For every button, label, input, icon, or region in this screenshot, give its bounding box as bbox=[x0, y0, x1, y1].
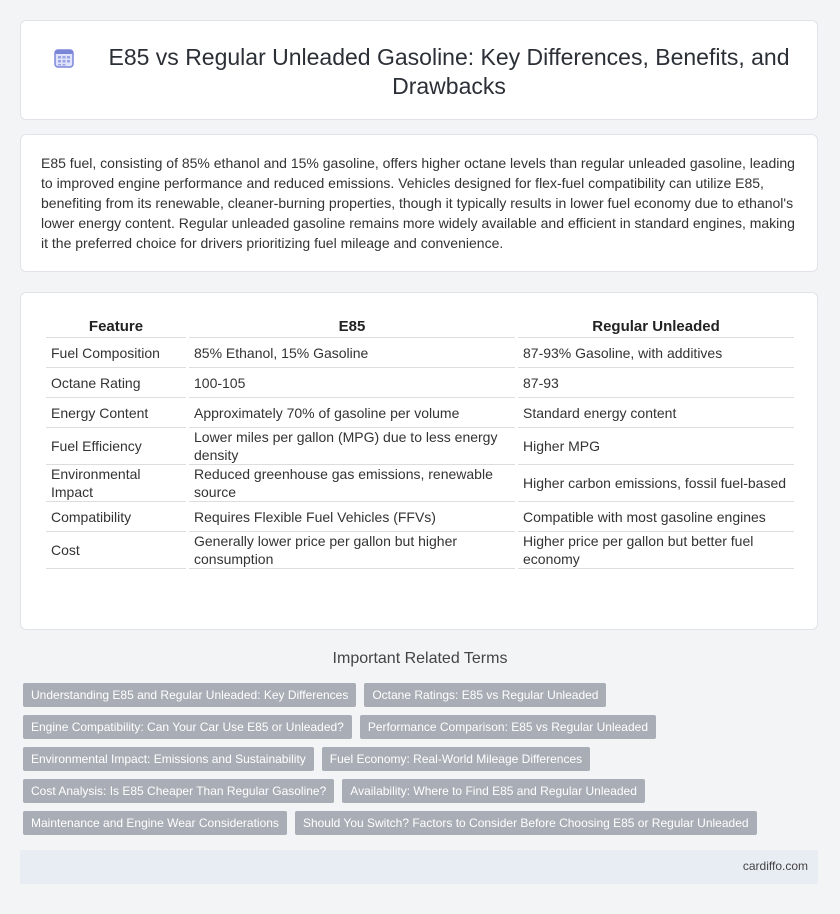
tag-row bbox=[23, 779, 823, 803]
table-row bbox=[46, 532, 794, 569]
table-cell-e85: Requires Flexible Fuel Vehicles (FFVs) bbox=[189, 502, 515, 532]
table-cell-feature: Cost bbox=[46, 532, 186, 569]
footer-site-link[interactable]: cardiffo.com bbox=[742, 859, 808, 873]
table-cell-e85: Reduced greenhouse gas emissions, renewable source bbox=[189, 465, 515, 502]
table-row bbox=[46, 428, 794, 465]
tag-row bbox=[23, 747, 823, 771]
title-card bbox=[20, 20, 818, 120]
tag-row bbox=[23, 715, 823, 739]
footer bbox=[20, 850, 818, 884]
table-cell-feature: Octane Rating bbox=[46, 368, 186, 398]
table-cell-feature: Environmental Impact bbox=[46, 465, 186, 502]
page-title: E85 vs Regular Unleaded Gasoline: Key Differences, Benefits, and Drawbacks bbox=[108, 44, 790, 99]
table-row bbox=[46, 398, 794, 428]
related-term-tag[interactable]: Maintenance and Engine Wear Considerations bbox=[23, 811, 287, 835]
table-cell-e85: 85% Ethanol, 15% Gasoline bbox=[189, 338, 515, 368]
intro-card bbox=[20, 134, 818, 272]
tag-row bbox=[23, 811, 823, 835]
table-row bbox=[46, 502, 794, 532]
table-cell-regular: Higher price per gallon but better fuel economy bbox=[518, 532, 794, 569]
table-cell-regular: 87-93 bbox=[518, 368, 794, 398]
table-cell-regular: Higher carbon emissions, fossil fuel-based bbox=[518, 465, 794, 502]
table-cell-feature: Fuel Efficiency bbox=[46, 428, 186, 465]
related-term-tag[interactable]: Fuel Economy: Real-World Mileage Differences bbox=[322, 747, 590, 771]
related-term-tag[interactable]: Understanding E85 and Regular Unleaded: Key Differences bbox=[23, 683, 356, 707]
comparison-card bbox=[20, 292, 818, 630]
table-cell-e85: Generally lower price per gallon but higher consumption bbox=[189, 532, 515, 569]
table-cell-regular: Compatible with most gasoline engines bbox=[518, 502, 794, 532]
table-cell-regular: 87-93% Gasoline, with additives bbox=[518, 338, 794, 368]
table-cell-e85: Lower miles per gallon (MPG) due to less energy density bbox=[189, 428, 515, 465]
table-row bbox=[46, 338, 794, 368]
table-cell-feature: Energy Content bbox=[46, 398, 186, 428]
column-header-e85: E85 bbox=[189, 315, 515, 338]
related-term-tag[interactable]: Environmental Impact: Emissions and Sustainability bbox=[23, 747, 314, 771]
related-term-tag[interactable]: Should You Switch? Factors to Consider Before Choosing E85 or Regular Unleaded bbox=[295, 811, 757, 835]
table-cell-e85: Approximately 70% of gasoline per volume bbox=[189, 398, 515, 428]
intro-paragraph: E85 fuel, consisting of 85% ethanol and 15% gasoline, offers higher octane levels than regular unleaded gasoline, leading to improved engine performance and reduced emissions. Vehicles designed for flex-fuel compatibility can utilize E85, benefiting from its renewable, cleaner-burning properties, though it typically results in lower fuel economy due to ethanol's lower energy content. Regular unleaded gasoline remains more widely available and efficient in standard engines, making it the preferred choice for drivers prioritizing fuel mileage and convenience. bbox=[41, 155, 795, 251]
table-cell-e85: 100-105 bbox=[189, 368, 515, 398]
related-terms-list bbox=[23, 683, 823, 843]
table-row bbox=[46, 465, 794, 502]
table-header-row bbox=[46, 315, 794, 338]
column-header-feature: Feature bbox=[46, 315, 186, 338]
comparison-table bbox=[43, 315, 797, 569]
table-row bbox=[46, 368, 794, 398]
column-header-regular: Regular Unleaded bbox=[518, 315, 794, 338]
tag-row bbox=[23, 683, 823, 707]
related-term-tag[interactable]: Performance Comparison: E85 vs Regular Unleaded bbox=[360, 715, 656, 739]
related-term-tag[interactable]: Engine Compatibility: Can Your Car Use E85 or Unleaded? bbox=[23, 715, 352, 739]
table-cell-feature: Compatibility bbox=[46, 502, 186, 532]
table-cell-regular: Higher MPG bbox=[518, 428, 794, 465]
table-cell-regular: Standard energy content bbox=[518, 398, 794, 428]
related-term-tag[interactable]: Octane Ratings: E85 vs Regular Unleaded bbox=[364, 683, 606, 707]
related-term-tag[interactable]: Cost Analysis: Is E85 Cheaper Than Regular Gasoline? bbox=[23, 779, 334, 803]
related-term-tag[interactable]: Availability: Where to Find E85 and Regular Unleaded bbox=[342, 779, 645, 803]
table-cell-feature: Fuel Composition bbox=[46, 338, 186, 368]
related-terms-heading: Important Related Terms bbox=[332, 650, 508, 667]
